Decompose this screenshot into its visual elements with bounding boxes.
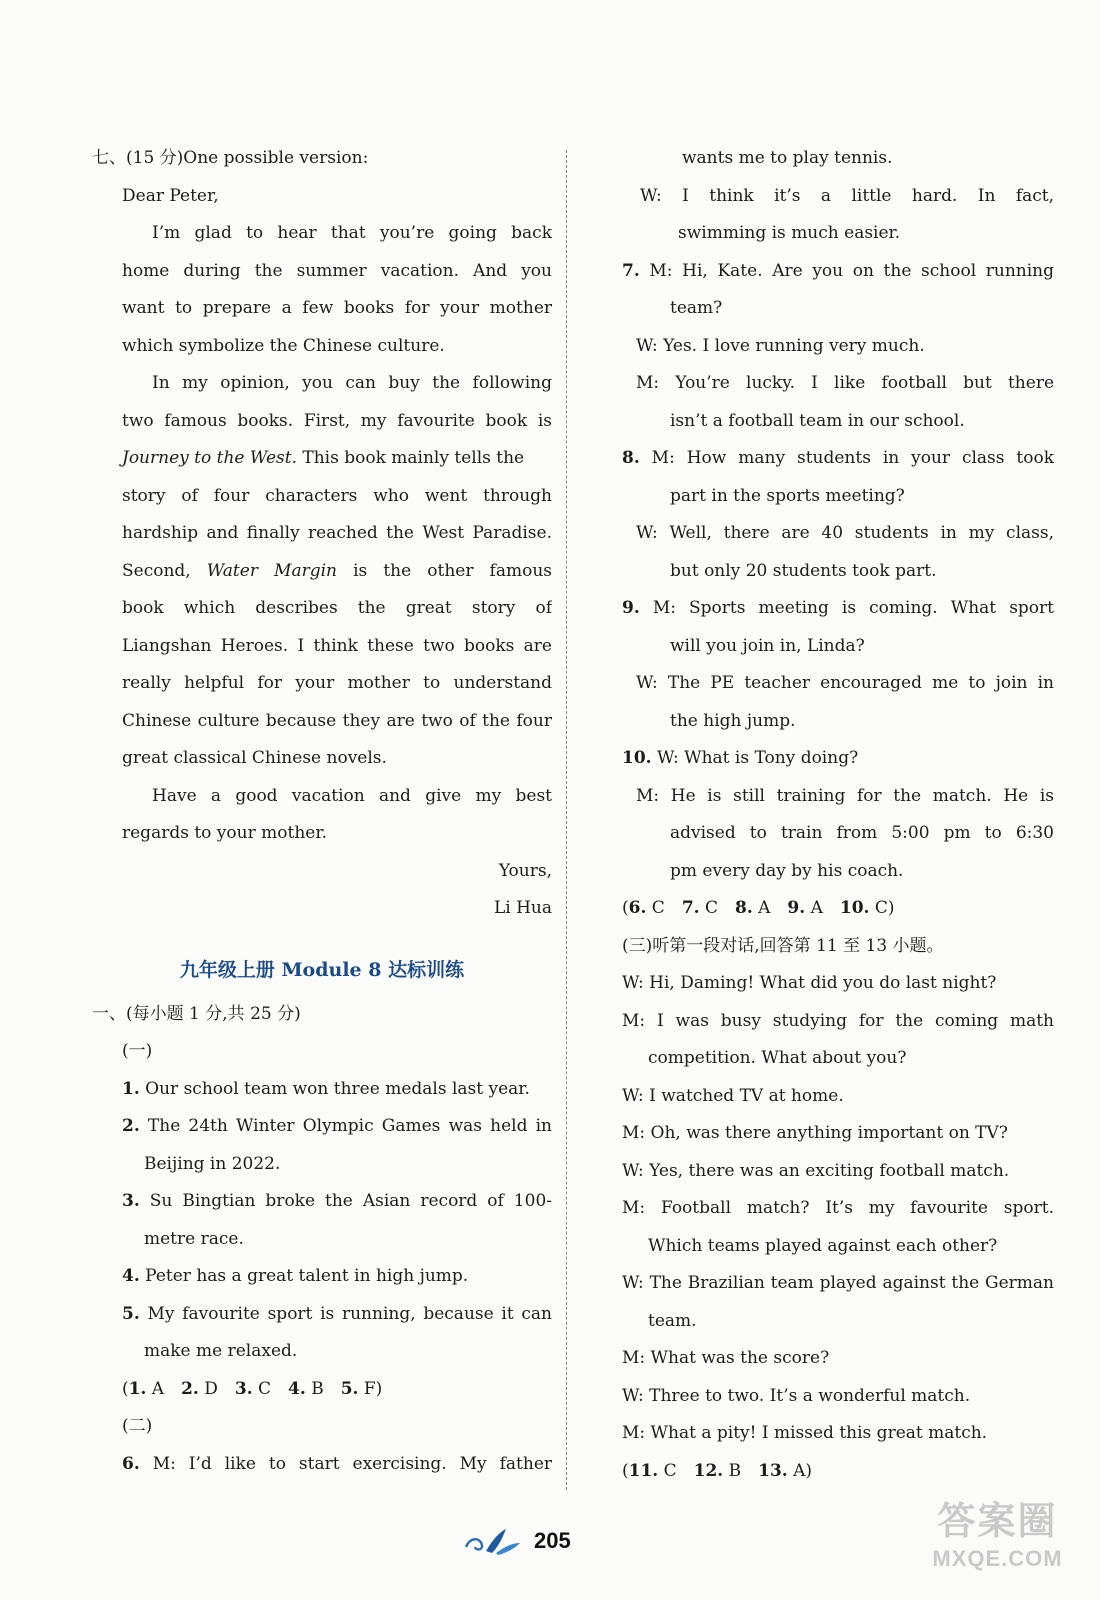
text-line: hardship and finally reached the West Paradise. (122, 523, 552, 543)
dialogue-number: 10. (622, 748, 652, 768)
letter-paragraph-2 (92, 365, 552, 778)
answer-letter: B (311, 1378, 324, 1399)
dialogue-line (622, 815, 1054, 853)
item-number: 3. (122, 1191, 140, 1211)
speaker-label: M: (651, 448, 675, 468)
speaker-label: M: (622, 1010, 646, 1031)
dialogue-line (622, 778, 1054, 816)
module-title: 九年级上册 Module 8 达标训练 (179, 958, 465, 981)
dialogue-line (622, 365, 1054, 403)
listening-dialogues-7-10 (622, 253, 1054, 891)
dialogue-line (622, 665, 1054, 703)
answer-bracket: ) (375, 1378, 383, 1399)
answer-letter: A (793, 1460, 806, 1481)
answer-letter: F (363, 1378, 376, 1399)
answer-letter: C (651, 898, 665, 918)
letter-signature: Li Hua (493, 898, 552, 918)
answer-key (622, 890, 1054, 928)
item-line (92, 1258, 552, 1296)
conversation-text: Three to two. It’s a wonderful match. (649, 1385, 971, 1406)
page-number: 205 (534, 1528, 571, 1553)
answer-number: 12. (693, 1460, 724, 1481)
item-number: 4. (122, 1266, 140, 1286)
speaker-label: W: (622, 973, 644, 993)
item-text: make me relaxed. (144, 1341, 298, 1361)
item-line (92, 1296, 552, 1334)
conversation-text: What was the score? (650, 1348, 830, 1368)
conversation-line (622, 1078, 1054, 1116)
text-line: home during the summer vacation. And you (122, 260, 552, 281)
speaker-label: W: (622, 1273, 644, 1293)
answer-number: 8. (734, 898, 753, 918)
answer-bracket: ) (805, 1460, 813, 1481)
speaker-label: W: (622, 1160, 644, 1181)
conversation-line (622, 1153, 1054, 1191)
answer-bracket: ) (887, 898, 895, 918)
text-line: Second, Water Margin is the other famous (122, 560, 552, 581)
dialogue-text: part in the sports meeting? (670, 485, 905, 506)
conversation-text: Football match? It’s my favourite sport. (660, 1198, 1054, 1218)
right-column (622, 140, 1054, 1490)
speaker-label: M: (652, 598, 676, 618)
item-line (92, 1333, 552, 1371)
item-text: My favourite sport is running, because it can (147, 1303, 552, 1324)
speaker-label: M: (649, 260, 673, 281)
dialogue-text: How many students in your class took (686, 448, 1054, 468)
item-line (92, 1146, 552, 1184)
dialogue-text: the high jump. (670, 710, 796, 731)
answer-letter: C (874, 898, 888, 918)
listening-items-1-5 (92, 1071, 552, 1371)
letter-paragraph-3 (92, 778, 552, 853)
conversation-text: Which teams played against each other? (648, 1235, 998, 1256)
conversation-text: Hi, Daming! What did you do last night? (649, 973, 997, 993)
text-line: story of four characters who went through (122, 485, 552, 506)
speaker-label: W: (622, 1385, 644, 1406)
dialogue-line (622, 403, 1054, 441)
watermark-cn: 答案圈 (937, 1501, 1058, 1543)
conversation-line (622, 1003, 1054, 1041)
conversation-line (622, 1115, 1054, 1153)
letter-closing: Yours, (498, 860, 552, 881)
left-column (92, 140, 552, 1483)
subsection-heading: (三)听第一段对话,回答第 11 至 13 小题。 (622, 935, 944, 956)
speaker-label: M: (622, 1123, 646, 1143)
item-text: Our school team won three medals last year. (145, 1078, 530, 1099)
dialogue-line (622, 703, 1054, 741)
speaker-label: W: (656, 748, 679, 768)
answer-number: 13. (758, 1460, 788, 1481)
conversation-line (622, 1340, 1054, 1378)
dialogue-text: pm every day by his coach. (670, 860, 904, 881)
conversation-line (622, 1228, 1054, 1266)
speaker-label: M: (636, 785, 660, 806)
dialogue-line (622, 478, 1054, 516)
subsection-label: (二) (122, 1416, 153, 1436)
answer-number: 6. (628, 898, 647, 918)
text-line: Have a good vacation and give my best (152, 785, 552, 806)
answer-number: 11. (628, 1460, 659, 1481)
dialogue-continuation: wants me to play tennis. (682, 148, 893, 168)
text-line: book which describes the great story of (122, 598, 552, 618)
dialogue-text: You’re lucky. I like football but there (675, 373, 1054, 393)
dialogue-line (622, 628, 1054, 666)
item-text: Beijing in 2022. (144, 1153, 281, 1174)
dialogue-text: advised to train from 5:00 pm to 6:30 (670, 823, 1054, 843)
dialogue-line: 6. M: I’d like to start exercising. My father (122, 1453, 552, 1474)
text-line: Journey to the West. This book mainly tells the (122, 448, 525, 468)
answer-bracket: ( (622, 1460, 629, 1481)
speaker-label: W: (622, 1085, 644, 1106)
subsection-label: (一) (122, 1041, 153, 1061)
dialogue-text: but only 20 students took part. (670, 560, 937, 581)
column-divider (566, 150, 567, 1490)
text-line: I’m glad to hear that you’re going back (152, 223, 552, 243)
answer-number: 9. (787, 898, 806, 918)
answer-bracket: ( (622, 898, 629, 918)
dialogue-line: swimming is much easier. (678, 223, 901, 243)
publisher-logo-icon (462, 1527, 524, 1557)
answer-letter: C (258, 1378, 272, 1399)
conversation-text: competition. What about you? (648, 1048, 907, 1068)
answer-letter: A (758, 898, 771, 918)
item-number: 5. (122, 1303, 140, 1324)
dialogue-line (622, 853, 1054, 891)
answer-number: 5. (340, 1378, 359, 1399)
conversation-11-13 (622, 965, 1054, 1453)
dialogue-line (622, 590, 1054, 628)
answer-letter: C (704, 898, 718, 918)
dialogue-line (622, 553, 1054, 591)
speaker-label: W: (636, 335, 658, 356)
part-heading: 一、(每小题 1 分,共 25 分) (92, 1003, 301, 1024)
answer-letter: A (151, 1378, 165, 1399)
dialogue-line (622, 253, 1054, 291)
text-line: Liangshan Heroes. I think these two books are (122, 635, 552, 656)
dialogue-line (622, 328, 1054, 366)
letter-greeting: Dear Peter, (122, 185, 219, 206)
speaker-label: M: (622, 1348, 646, 1368)
dialogue-line (622, 440, 1054, 478)
text-line: want to prepare a few books for your mother (122, 298, 552, 318)
answer-letter: C (663, 1460, 677, 1481)
answer-number: 3. (234, 1378, 253, 1399)
text-line: great classical Chinese novels. (122, 748, 387, 768)
conversation-line (622, 965, 1054, 1003)
item-line (92, 1071, 552, 1109)
answer-bracket: ( (122, 1378, 129, 1399)
answer-number: 4. (288, 1378, 306, 1399)
item-number: 1. (122, 1078, 140, 1099)
dialogue-line (622, 515, 1054, 553)
answer-key (622, 1453, 1054, 1491)
text-line: which symbolize the Chinese culture. (122, 335, 445, 356)
book-title-1: Journey to the West (122, 448, 292, 468)
dialogue-line: W: I think it’s a little hard. In fact, (640, 185, 1054, 206)
text-line: really helpful for your mother to understand (122, 673, 552, 693)
conversation-line (622, 1040, 1054, 1078)
dialogue-text: He is still training for the match. He is (670, 785, 1054, 806)
answer-number: 2. (181, 1378, 199, 1399)
letter-paragraph-1 (92, 215, 552, 365)
section-heading: 七、(15 分)One possible version: (92, 148, 369, 168)
answer-number: 10. (839, 898, 870, 918)
item-line (92, 1108, 552, 1146)
speaker-label: M: (622, 1198, 646, 1218)
conversation-line (622, 1265, 1054, 1303)
speaker-label: M: (622, 1423, 646, 1443)
conversation-line (622, 1190, 1054, 1228)
conversation-line (622, 1303, 1054, 1341)
text-line: two famous books. First, my favourite book is (122, 410, 552, 431)
book-title-2: Water Margin (206, 560, 337, 581)
dialogue-number: 9. (622, 598, 640, 618)
dialogue-text: isn’t a football team in our school. (670, 410, 965, 431)
conversation-text: Oh, was there anything important on TV? (650, 1123, 1008, 1143)
watermark (915, 1498, 1080, 1586)
item-text: metre race. (144, 1228, 244, 1249)
dialogue-text: Sports meeting is coming. What sport (689, 598, 1054, 618)
dialogue-text: will you join in, Linda? (670, 635, 865, 656)
dialogue-text: The PE teacher encouraged me to join in (667, 673, 1054, 693)
conversation-text: Yes, there was an exciting football match. (649, 1160, 1010, 1181)
dialogue-text: team? (670, 298, 723, 318)
conversation-text: team. (648, 1310, 697, 1331)
conversation-line (622, 1378, 1054, 1416)
conversation-text: I watched TV at home. (649, 1085, 844, 1106)
conversation-line (622, 1415, 1054, 1453)
watermark-en: MXQE.COM (932, 1546, 1063, 1571)
answer-number: 1. (128, 1378, 147, 1399)
item-text: The 24th Winter Olympic Games was held in (147, 1116, 552, 1136)
conversation-text: What a pity! I missed this great match. (650, 1423, 988, 1443)
answer-letter: D (204, 1378, 218, 1399)
dialogue-number: 7. (622, 260, 640, 281)
speaker-label: W: (636, 673, 658, 693)
speaker-label: M: (636, 373, 660, 393)
dialogue-line (622, 290, 1054, 328)
item-line (92, 1221, 552, 1259)
speaker-label: W: (636, 523, 658, 543)
conversation-text: I was busy studying for the coming math (656, 1010, 1054, 1031)
item-line (92, 1183, 552, 1221)
answer-key (92, 1371, 552, 1409)
answer-number: 7. (681, 898, 700, 918)
text-line: Chinese culture because they are two of the four (122, 710, 552, 731)
dialogue-number: 8. (622, 448, 640, 468)
item-text: Su Bingtian broke the Asian record of 100- (149, 1191, 552, 1211)
dialogue-line (622, 740, 1054, 778)
dialogue-text: Well, there are 40 students in my class, (669, 523, 1054, 543)
dialogue-text: Hi, Kate. Are you on the school running (682, 260, 1054, 281)
conversation-text: The Brazilian team played against the German (649, 1273, 1054, 1293)
item-text: Peter has a great talent in high jump. (145, 1266, 469, 1286)
dialogue-text: Yes. I love running very much. (663, 335, 925, 356)
item-number: 2. (122, 1116, 140, 1136)
dialogue-text: What is Tony doing? (684, 748, 859, 768)
text-line: regards to your mother. (122, 823, 327, 843)
answer-letter: A (810, 898, 823, 918)
text-line: In my opinion, you can buy the following (152, 373, 552, 393)
answer-letter: B (728, 1460, 742, 1481)
